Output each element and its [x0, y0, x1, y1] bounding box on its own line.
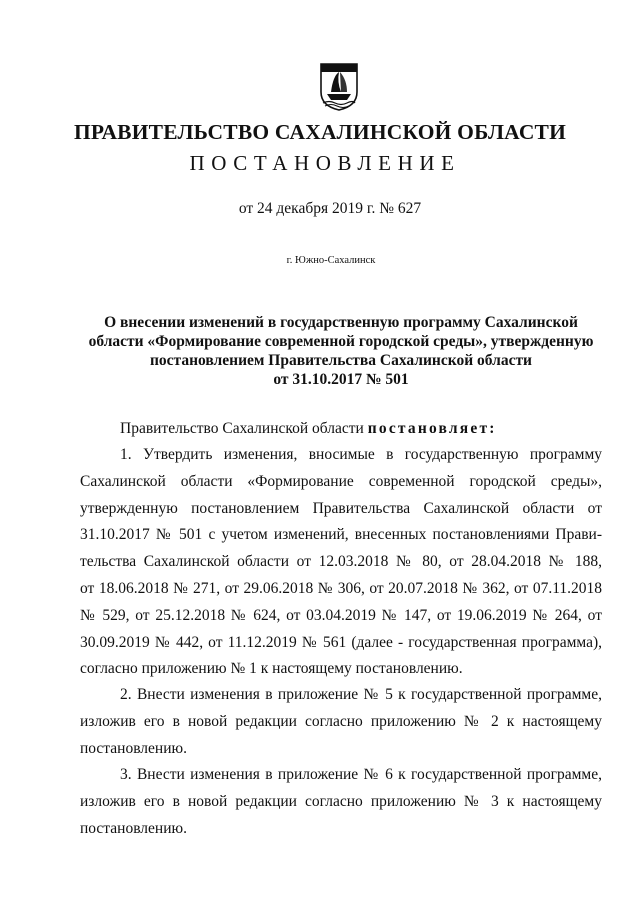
paragraph-line: № 529, от 25.12.2018 № 624, от 03.04.2019 № 147, от 19.06.2019 № 264, от — [80, 606, 602, 624]
paragraph-line: 31.10.2017 № 501 с учетом изменений, внесенных постановлениями Прави- — [80, 526, 602, 544]
paragraph-3 — [80, 762, 602, 842]
paragraph-line: тельства Сахалинской области от 12.03.2018 № 80, от 28.04.2018 № 188, — [80, 553, 602, 571]
coat-of-arms-icon — [319, 62, 359, 112]
paragraph-line: постановлению. — [80, 739, 187, 757]
subject-line: области «Формирование современной городской среды», утвержденную — [88, 333, 594, 350]
document-city: г. Южно-Сахалинск — [286, 255, 376, 266]
preamble — [120, 420, 497, 438]
paragraph-line: от 18.06.2018 № 271, от 29.06.2018 № 306, от 20.07.2018 № 362, от 07.11.2018 — [80, 579, 602, 597]
paragraph-line: постановлению. — [80, 819, 187, 837]
paragraph-line: изложив его в новой редакции согласно приложению № 2 к настоящему — [80, 712, 602, 730]
document-subject — [80, 313, 602, 389]
subject-line: О внесении изменений в государственную программу Сахалинской — [104, 314, 578, 331]
paragraph-1 — [80, 442, 602, 683]
paragraph-line: 1. Утвердить изменения, вносимые в государственную программу — [120, 446, 602, 463]
paragraph-line: Сахалинской области «Формирование современной городской среды», — [80, 472, 602, 490]
preamble-text: Правительство Сахалинской области — [120, 420, 368, 437]
paragraph-line: изложив его в новой редакции согласно приложению № 3 к настоящему — [80, 792, 602, 810]
preamble-resolves: постановляет: — [367, 420, 497, 437]
subject-line: от 31.10.2017 № 501 — [273, 371, 409, 388]
paragraph-line: согласно приложению № 1 к настоящему постановлению. — [80, 660, 463, 678]
paragraph-line: утвержденную постановлением Правительства Сахалинской области от — [80, 499, 602, 517]
paragraph-line: 2. Внести изменения в приложение № 5 к государственной программе, — [120, 686, 602, 703]
paragraph-line: 30.09.2019 № 442, от 11.12.2019 № 561 (далее - государственная программа), — [80, 633, 602, 651]
government-title: ПРАВИТЕЛЬСТВО САХАЛИНСКОЙ ОБЛАСТИ — [73, 120, 567, 144]
document-date-number: от 24 декабря 2019 г. № 627 — [238, 200, 422, 217]
paragraph-line: 3. Внести изменения в приложение № 6 к государственной программе, — [120, 766, 602, 783]
document-type: ПОСТАНОВЛЕНИЕ — [189, 151, 461, 175]
subject-line: постановлением Правительства Сахалинской области — [149, 352, 532, 369]
paragraph-2 — [80, 682, 602, 762]
